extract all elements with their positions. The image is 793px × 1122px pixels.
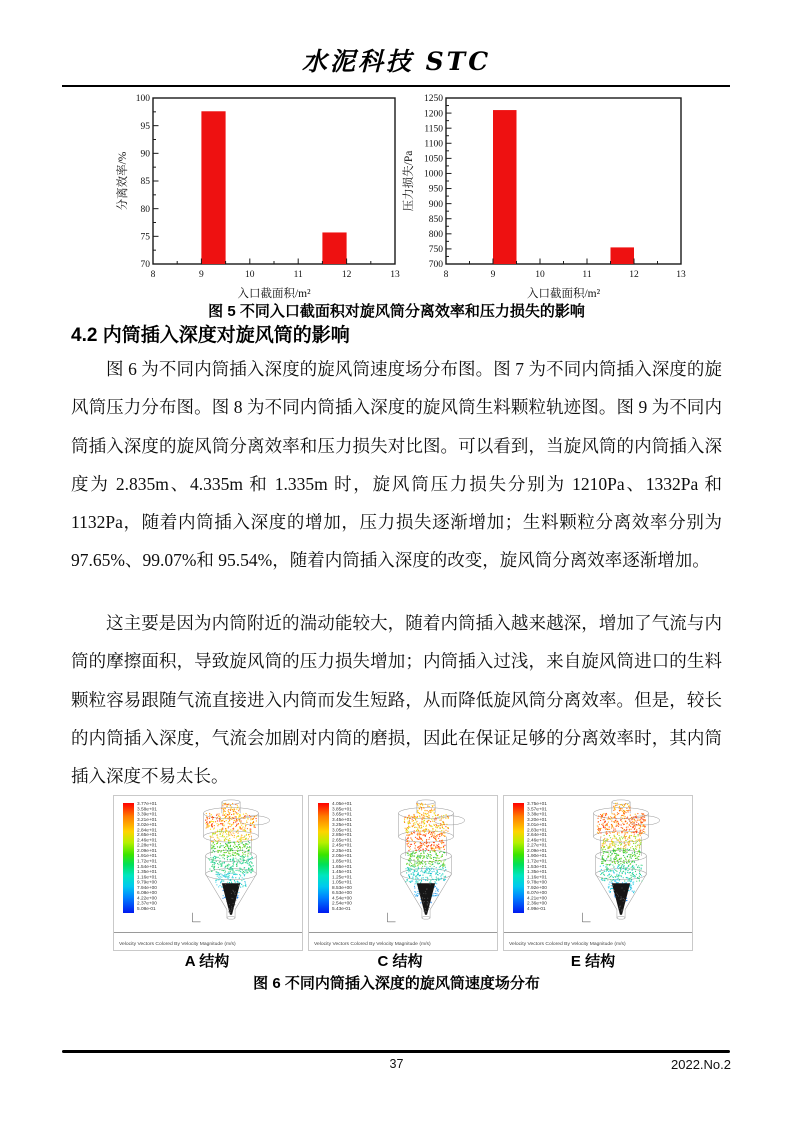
svg-text:10: 10 <box>245 270 255 280</box>
svg-text:12: 12 <box>341 270 352 280</box>
cfd-legend-text: Velocity Vectors Colored By Velocity Magnitude (m/s) <box>509 940 626 947</box>
svg-text:分离效率/%: 分离效率/% <box>117 151 129 211</box>
body-paragraph-1: 图 6 为不同内筒插入深度的旋风筒速度场分布图。图 7 为不同内筒插入深度的旋风筒压力分布图。图 8 为不同内筒插入深度的旋风筒生料颗粒轨迹图。图 9 为不同内筒插入深度的旋风筒分离效率和压力损失对比图。可以看到，当旋风筒的内筒插入深度为 2.835m、4.335m 和 1.335m 时，旋风筒压力损失分别为 1210Pa、1332Pa 和 1132Pa，随着内筒插入深度的增加，压力损失逐渐增加；生料颗粒分离效率分别为 97.65%、99.07%和 95.54%，随着内筒插入深度的改变，旋风筒分离效率逐渐增加。 <box>71 359 722 571</box>
svg-text:1050: 1050 <box>424 154 443 165</box>
svg-text:12: 12 <box>629 270 639 280</box>
page-number: 37 <box>389 1057 404 1071</box>
figure5-caption: 图 5 不同入口截面积对旋风筒分离效率和压力损失的影响 <box>208 303 585 320</box>
svg-text:9: 9 <box>490 270 496 280</box>
cyclone-velocity-field <box>570 798 672 930</box>
svg-text:1200: 1200 <box>424 109 443 120</box>
cfd-legend-text: Velocity Vectors Colored By Velocity Magnitude (m/s) <box>314 940 431 947</box>
svg-text:95: 95 <box>140 121 150 132</box>
svg-text:压力损失/Pa: 压力损失/Pa <box>403 150 415 212</box>
svg-text:85: 85 <box>140 177 150 188</box>
svg-text:1150: 1150 <box>424 124 443 135</box>
issue-number: 2022.No.2 <box>671 1057 731 1072</box>
svg-text:80: 80 <box>140 204 150 215</box>
footer-divider <box>62 1050 730 1053</box>
svg-text:800: 800 <box>428 230 443 241</box>
colorbar-scale-labels: 4.05e+01 3.85e+01 3.65e+01 3.45e+01 3.25e+01 3.05e+01 2.85e+01 2.65e+01 2.45e+01 2.25e+01 2.05e+01 1.85e+01 1.65e+01 1.45e+01 1.25e+01 1.05e+01 8.53e+00 6.53e+00 4.54e+00 2.54e+00 5.43e-01 <box>332 800 352 911</box>
cfd-panel-a <box>113 795 303 951</box>
svg-text:8: 8 <box>443 270 449 280</box>
svg-text:900: 900 <box>428 199 443 210</box>
cyclone-velocity-field <box>375 798 477 930</box>
svg-text:90: 90 <box>140 149 150 160</box>
colorbar-scale-labels: 3.77e+01 3.58e+01 3.39e+01 3.21e+01 3.02e+01 2.84e+01 2.65e+01 2.46e+01 2.28e+01 2.09e+01 1.91e+01 1.72e+01 1.54e+01 1.35e+01 1.16e+01 9.79e+00 7.94e+00 6.08e+00 4.22e+00 2.37e+00 5.08e-01 <box>137 800 157 911</box>
svg-text:11: 11 <box>293 270 303 280</box>
cyclone-velocity-field <box>180 798 282 930</box>
svg-text:70: 70 <box>140 260 150 271</box>
body-paragraph-2: 这主要是因为内筒附近的湍动能较大，随着内筒插入越来越深，增加了气流与内筒的摩擦面积，导致旋风筒的压力损失增加；内筒插入过浅，来自旋风筒进口的生料颗粒容易跟随气流直接进入内筒而发生短路，从而降低旋风筒分离效率。但是，较长的内筒插入深度，气流会加剧对内筒的磨损，因此在保证足够的分离效率时，其内筒插入深度不易太长。 <box>71 613 722 787</box>
colorbar-scale-labels: 3.75e+01 3.57e+01 3.38e+01 3.20e+01 3.01e+01 2.83e+01 2.64e+01 2.46e+01 2.27e+01 2.09e+01 1.90e+01 1.72e+01 1.53e+01 1.35e+01 1.16e+01 9.78e+00 7.92e+00 6.07e+00 4.21e+00 2.36e+00 4.99e-01 <box>527 800 547 911</box>
svg-text:100: 100 <box>135 94 150 105</box>
colorbar-gradient <box>513 803 524 913</box>
cfd-legend-strip <box>504 932 692 950</box>
svg-text:950: 950 <box>428 184 443 195</box>
svg-text:13: 13 <box>390 270 400 280</box>
section-heading: 4.2 内筒插入深度对旋风筒的影响 <box>71 325 350 346</box>
colorbar-gradient <box>123 803 134 913</box>
figure5-pressure-loss-chart <box>402 90 690 305</box>
svg-text:入口截面积/m²: 入口截面积/m² <box>237 288 311 300</box>
journal-title: 水泥科技 STC <box>301 47 492 76</box>
svg-text:10: 10 <box>535 270 545 280</box>
svg-text:1000: 1000 <box>424 169 443 180</box>
svg-text:1100: 1100 <box>424 139 443 150</box>
svg-text:11: 11 <box>582 270 592 280</box>
header-divider <box>62 85 730 87</box>
svg-text:8: 8 <box>150 270 156 280</box>
svg-text:850: 850 <box>428 214 443 225</box>
svg-text:700: 700 <box>428 260 443 271</box>
svg-text:入口截面积/m²: 入口截面积/m² <box>526 288 601 300</box>
panel-label-a: A 结构 <box>184 953 230 970</box>
colorbar-gradient <box>318 803 329 913</box>
cfd-panel-e <box>503 795 693 951</box>
svg-text:750: 750 <box>428 245 443 256</box>
figure6-panels <box>113 795 693 951</box>
figure6-caption: 图 6 不同内筒插入深度的旋风筒速度场分布 <box>253 975 540 992</box>
cfd-legend-text: Velocity Vectors Colored By Velocity Magnitude (m/s) <box>119 940 236 947</box>
panel-label-e: E 结构 <box>570 953 616 970</box>
panel-label-c: C 结构 <box>377 953 423 970</box>
svg-text:1250: 1250 <box>424 94 443 105</box>
cfd-legend-strip <box>114 932 302 950</box>
svg-text:9: 9 <box>199 270 204 280</box>
figure5-separation-efficiency-chart <box>116 90 404 305</box>
svg-text:75: 75 <box>140 232 150 243</box>
svg-text:13: 13 <box>676 270 686 280</box>
cfd-legend-strip <box>309 932 497 950</box>
cfd-panel-c <box>308 795 498 951</box>
figure6-panel-labels <box>113 950 687 971</box>
